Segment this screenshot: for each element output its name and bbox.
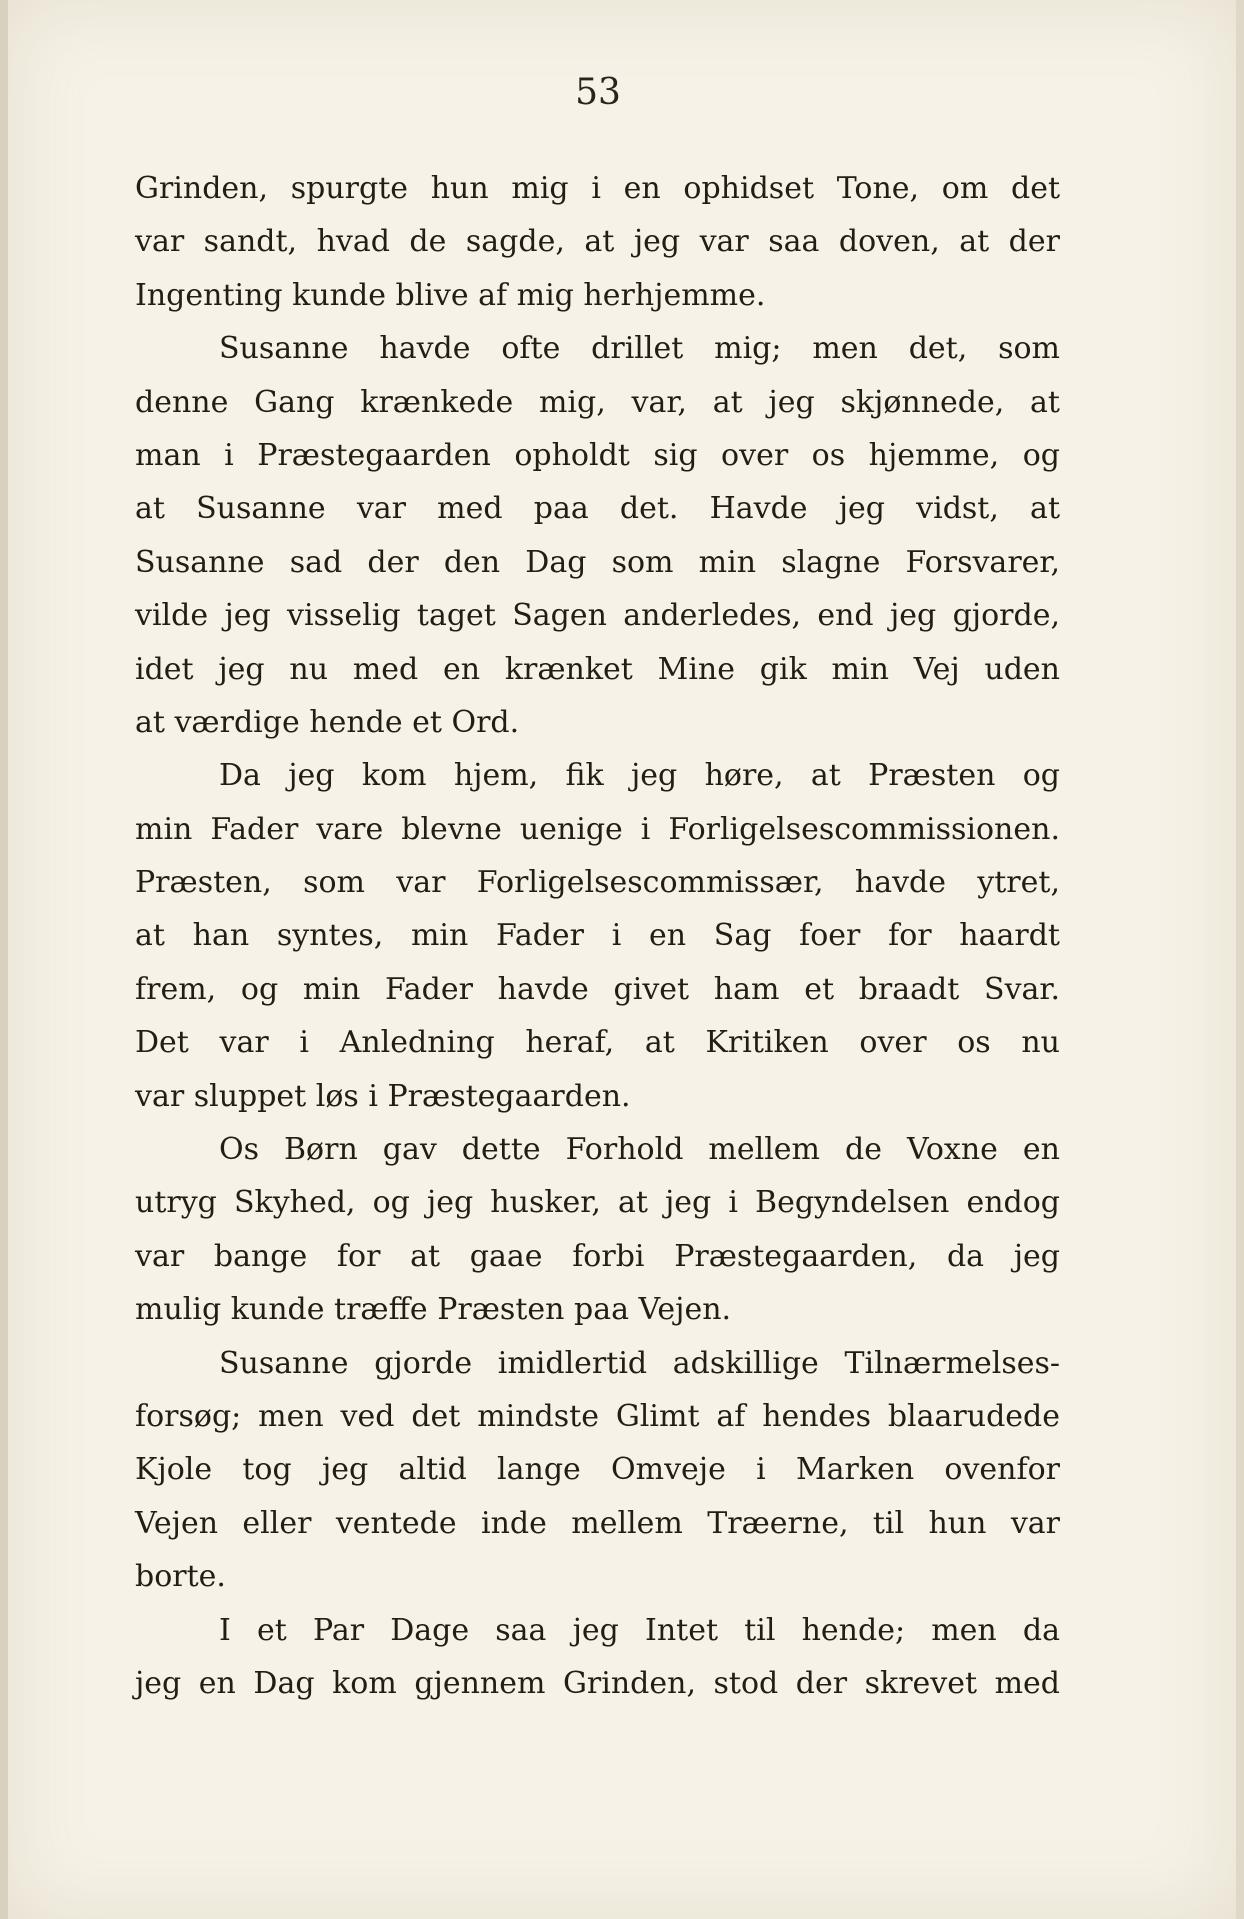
book-page [8, 0, 1236, 1919]
text-line: var sandt, hvad de sagde, at jeg var saa doven, at der [135, 224, 1060, 260]
page-number: 53 [575, 72, 621, 113]
scan-right-edge [1236, 0, 1244, 1919]
text-line: at værdige hende et Ord. [135, 704, 520, 740]
text-line: idet jeg nu med en krænket Mine gik min Vej uden [135, 651, 1060, 687]
text-line: Susanne havde ofte drillet mig; men det, som [219, 331, 1060, 367]
text-line: vilde jeg visselig taget Sagen anderledes, end jeg gjorde, [135, 598, 1060, 634]
text-line: denne Gang krænkede mig, var, at jeg skjønnede, at [135, 384, 1060, 420]
text-line: Vejen eller ventede inde mellem Træerne, til hun var [135, 1505, 1060, 1541]
text-line: forsøg; men ved det mindste Glimt af hendes blaarudede [135, 1398, 1060, 1434]
text-line: jeg en Dag kom gjennem Grinden, stod der skrevet med [135, 1665, 1060, 1701]
text-line: Præsten, som var Forligelsescommissær, havde ytret, [135, 865, 1060, 901]
text-line: utryg Skyhed, og jeg husker, at jeg i Begyndelsen endog [135, 1185, 1060, 1221]
text-line: Susanne gjorde imidlertid adskillige Tilnærmelses- [219, 1345, 1060, 1381]
text-line: mulig kunde træffe Præsten paa Vejen. [135, 1292, 732, 1328]
text-line: man i Præstegaarden opholdt sig over os hjemme, og [135, 437, 1060, 473]
text-line: var bange for at gaae forbi Præstegaarden, da jeg [135, 1238, 1060, 1274]
text-line: Grinden, spurgte hun mig i en ophidset Tone, om det [135, 171, 1060, 206]
text-line: borte. [135, 1559, 226, 1595]
scan-left-edge [0, 0, 8, 1919]
text-line: min Fader vare blevne uenige i Forligelsescommissionen. [135, 811, 1060, 847]
text-line: at han syntes, min Fader i en Sag foer for haardt [135, 918, 1060, 954]
text-line: Kjole tog jeg altid lange Omveje i Marken ovenfor [135, 1452, 1060, 1488]
text-line: Da jeg kom hjem, fik jeg høre, at Præsten og [219, 758, 1060, 794]
text-line: Os Børn gav dette Forhold mellem de Voxne en [219, 1132, 1060, 1168]
text-line: Ingenting kunde blive af mig herhjemme. [135, 277, 766, 313]
text-line: Det var i Anledning heraf, at Kritiken over os nu [135, 1025, 1060, 1061]
text-line: var sluppet løs i Præstegaarden. [135, 1078, 631, 1114]
text-line: Susanne sad der den Dag som min slagne Forsvarer, [135, 544, 1060, 580]
text-line: at Susanne var med paa det. Havde jeg vidst, at [135, 491, 1060, 527]
text-line: I et Par Dage saa jeg Intet til hende; men da [219, 1612, 1060, 1648]
body-text [135, 162, 1060, 1710]
text-line: frem, og min Fader havde givet ham et braadt Svar. [135, 971, 1060, 1007]
